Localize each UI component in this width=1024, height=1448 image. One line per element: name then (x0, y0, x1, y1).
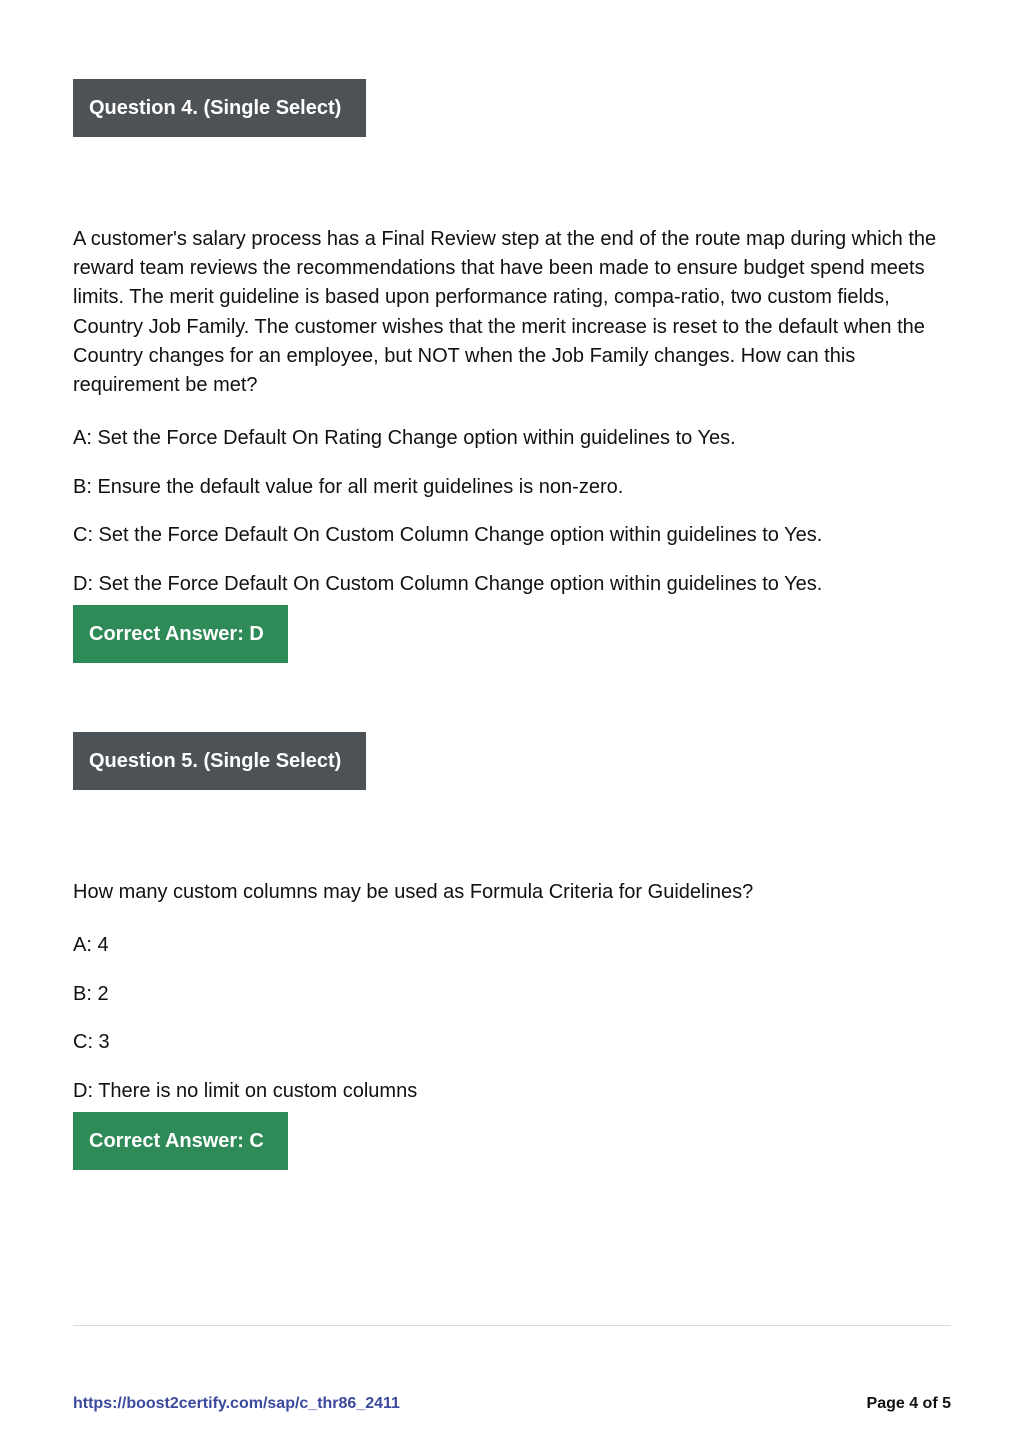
question-4-option-d: D: Set the Force Default On Custom Column Change option within guidelines to Yes. (73, 573, 823, 595)
question-4-header: Question 4. (Single Select) (73, 79, 366, 137)
question-5-option-d: D: There is no limit on custom columns (73, 1080, 418, 1102)
question-5-option-b: B: 2 (73, 983, 109, 1005)
question-4-option-b: B: Ensure the default value for all merit guidelines is non-zero. (73, 476, 624, 498)
question-4-correct-answer: Correct Answer: D (73, 605, 288, 663)
footer-divider (73, 1325, 951, 1326)
page-number: Page 4 of 5 (866, 1395, 951, 1412)
question-5-correct-answer: Correct Answer: C (73, 1112, 288, 1170)
question-5-text: How many custom columns may be used as Formula Criteria for Guidelines? (73, 881, 754, 903)
question-4-option-c: C: Set the Force Default On Custom Column Change option within guidelines to Yes. (73, 524, 823, 546)
question-4-text: A customer's salary process has a Final Review step at the end of the route map during which the reward team reviews the recommendations that have been made to ensure budget spend meets limits. The merit guideline is based upon performance rating, compa-ratio, two custom fields, Country Job Family. The customer wishes that the merit increase is reset to the default when the Country changes for an employee, but NOT when the Job Family changes. How can this requirement be met? (73, 228, 937, 397)
question-5-header: Question 5. (Single Select) (73, 732, 366, 790)
footer-url-link[interactable]: https://boost2certify.com/sap/c_thr86_2411 (73, 1395, 400, 1412)
question-4-option-a: A: Set the Force Default On Rating Change option within guidelines to Yes. (73, 427, 736, 449)
question-5-option-a: A: 4 (73, 934, 109, 956)
question-5-option-c: C: 3 (73, 1031, 110, 1053)
